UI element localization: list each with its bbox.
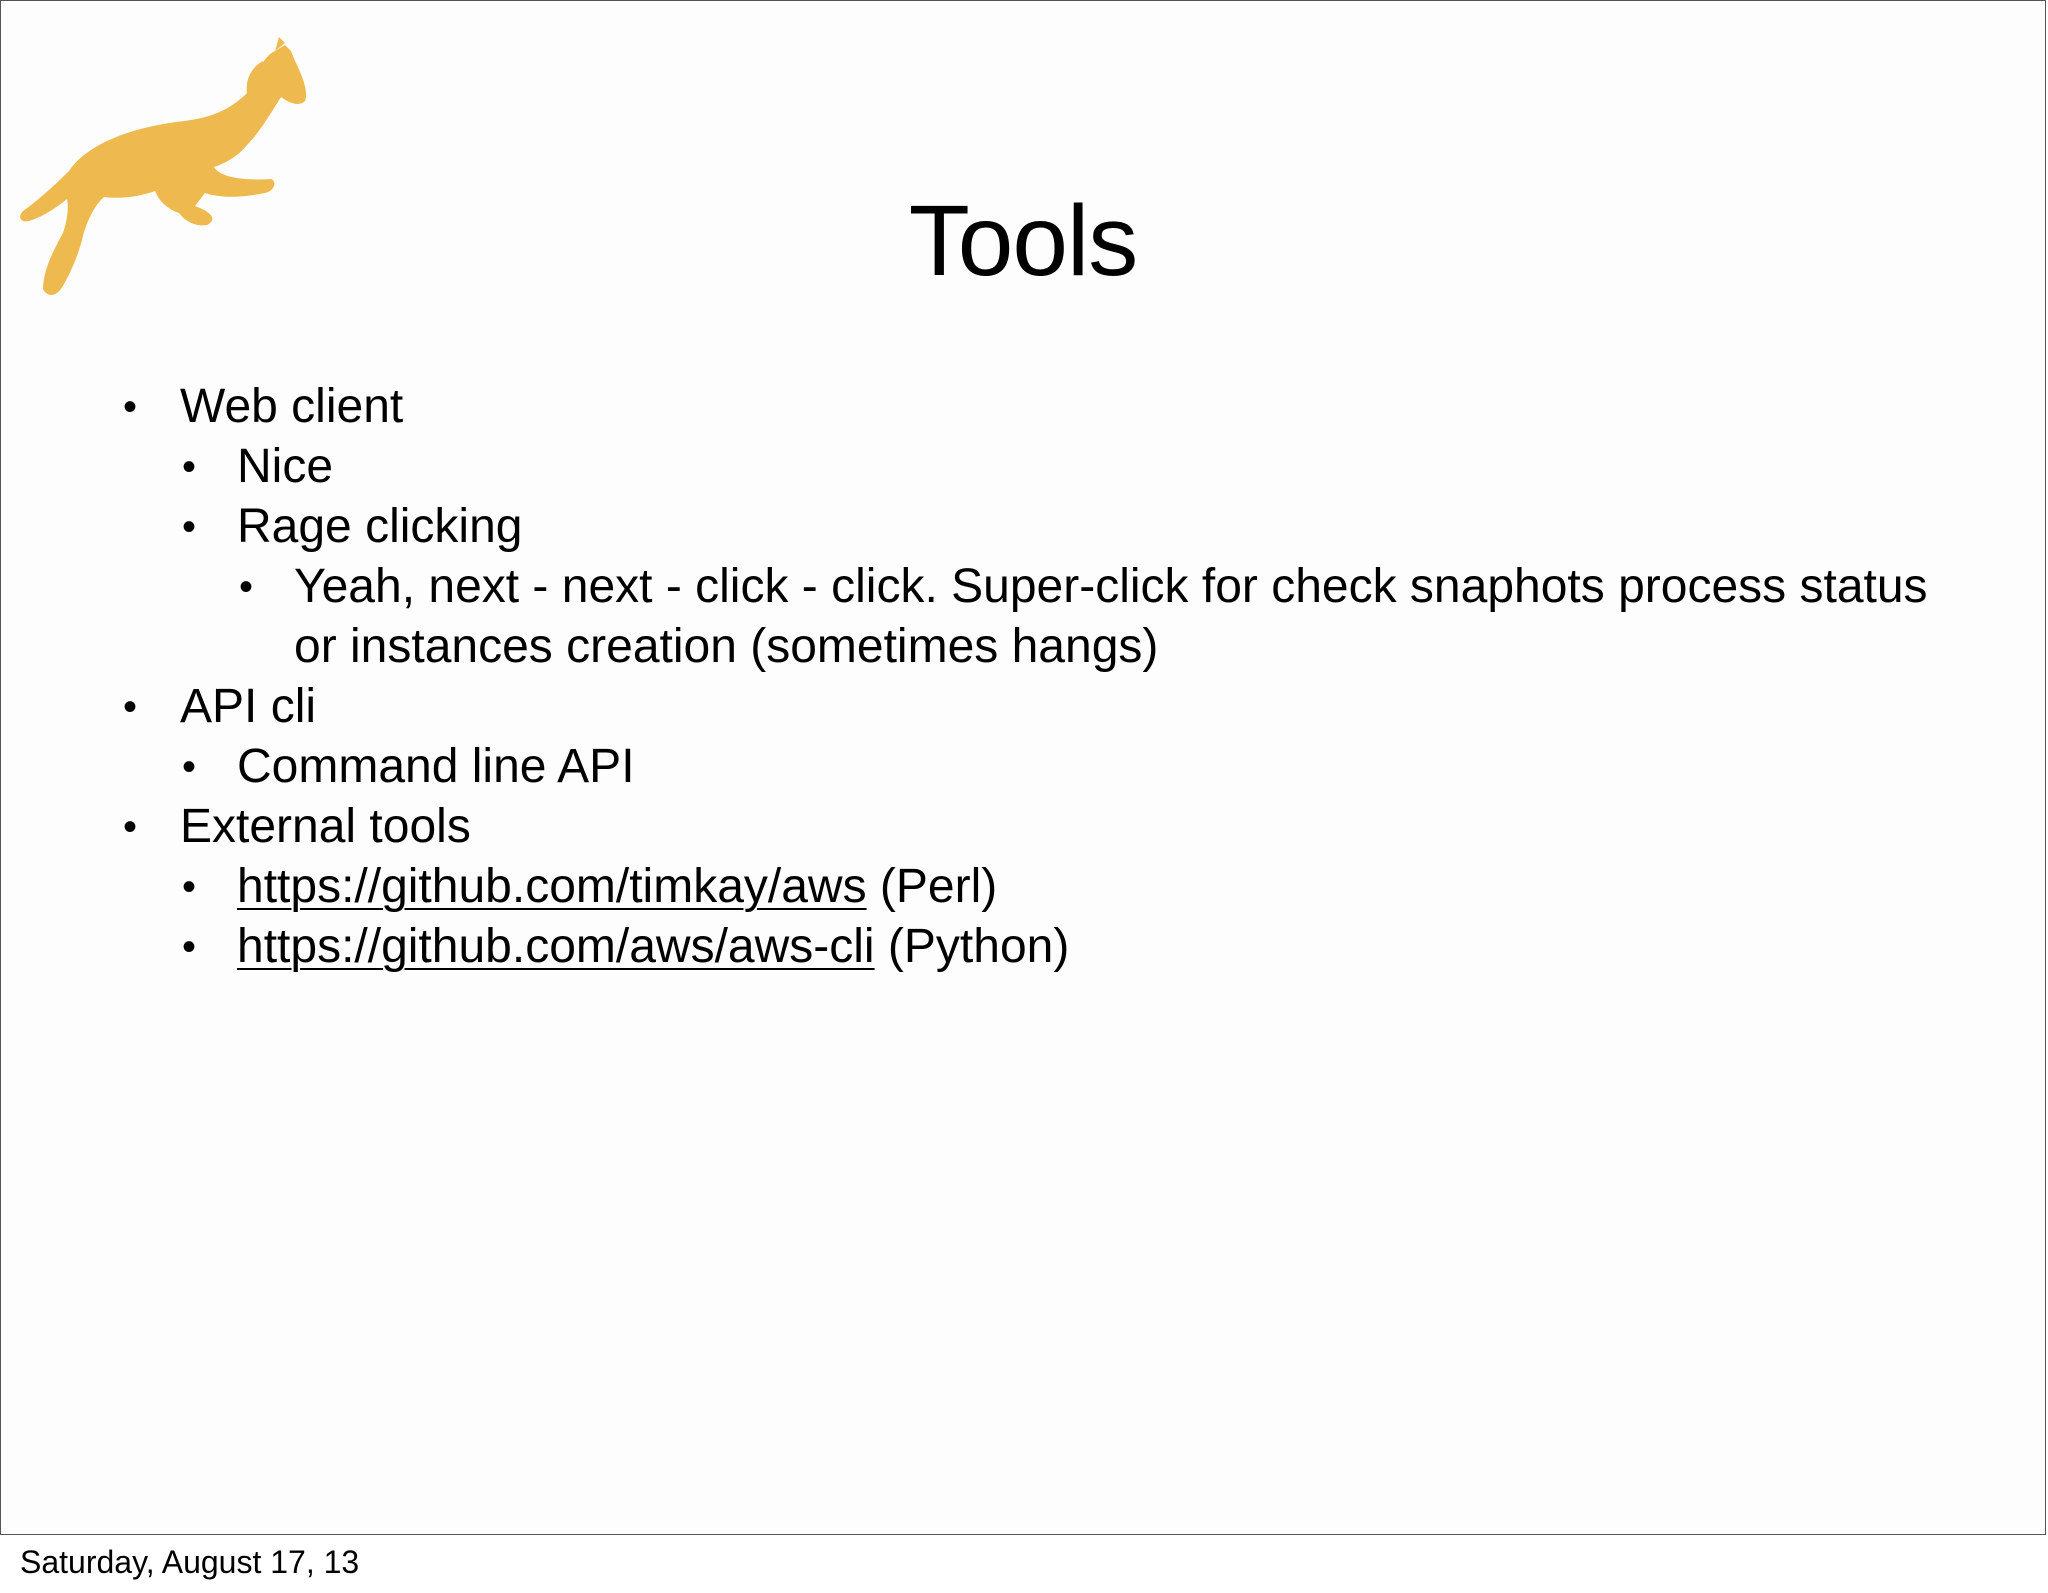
list-item-text: Yeah, next - next - click - click. Super-click for check snaphots process status or instances creation (sometimes hangs) xyxy=(294,560,1928,673)
timkay-aws-link[interactable]: https://github.com/timkay/aws xyxy=(237,860,867,913)
list-item-text: Web client xyxy=(180,380,404,433)
list-item xyxy=(1,377,2045,437)
list-item-text: API cli xyxy=(180,680,317,733)
link-suffix-text: (Perl) xyxy=(866,860,998,913)
bullet-icon: • xyxy=(239,565,254,609)
bullet-icon: • xyxy=(182,445,197,489)
bullet-icon: • xyxy=(123,385,138,429)
list-item xyxy=(1,857,2045,917)
slide-title: Tools xyxy=(908,185,1138,297)
list-item-text: Nice xyxy=(237,440,334,493)
list-item-text: Command line API xyxy=(237,740,635,793)
bullet-icon: • xyxy=(182,865,197,909)
list-item xyxy=(1,557,2045,677)
bullet-icon: • xyxy=(123,685,138,729)
bullet-icon: • xyxy=(182,745,197,789)
bullet-icon: • xyxy=(182,505,197,549)
bullet-icon: • xyxy=(182,925,197,969)
list-item-text: Rage clicking xyxy=(237,500,523,553)
list-item xyxy=(1,917,2045,977)
list-item xyxy=(1,437,2045,497)
list-item xyxy=(1,797,2045,857)
bullet-icon: • xyxy=(123,805,138,849)
list-item xyxy=(1,497,2045,557)
aws-cli-link[interactable]: https://github.com/aws/aws-cli xyxy=(237,920,875,973)
list-item xyxy=(1,737,2045,797)
link-suffix-text: (Python) xyxy=(874,920,1070,973)
list-item xyxy=(1,677,2045,737)
bullet-list xyxy=(1,377,2045,977)
list-item-text: External tools xyxy=(180,800,471,853)
footer-date: Saturday, August 17, 13 xyxy=(20,1544,360,1580)
